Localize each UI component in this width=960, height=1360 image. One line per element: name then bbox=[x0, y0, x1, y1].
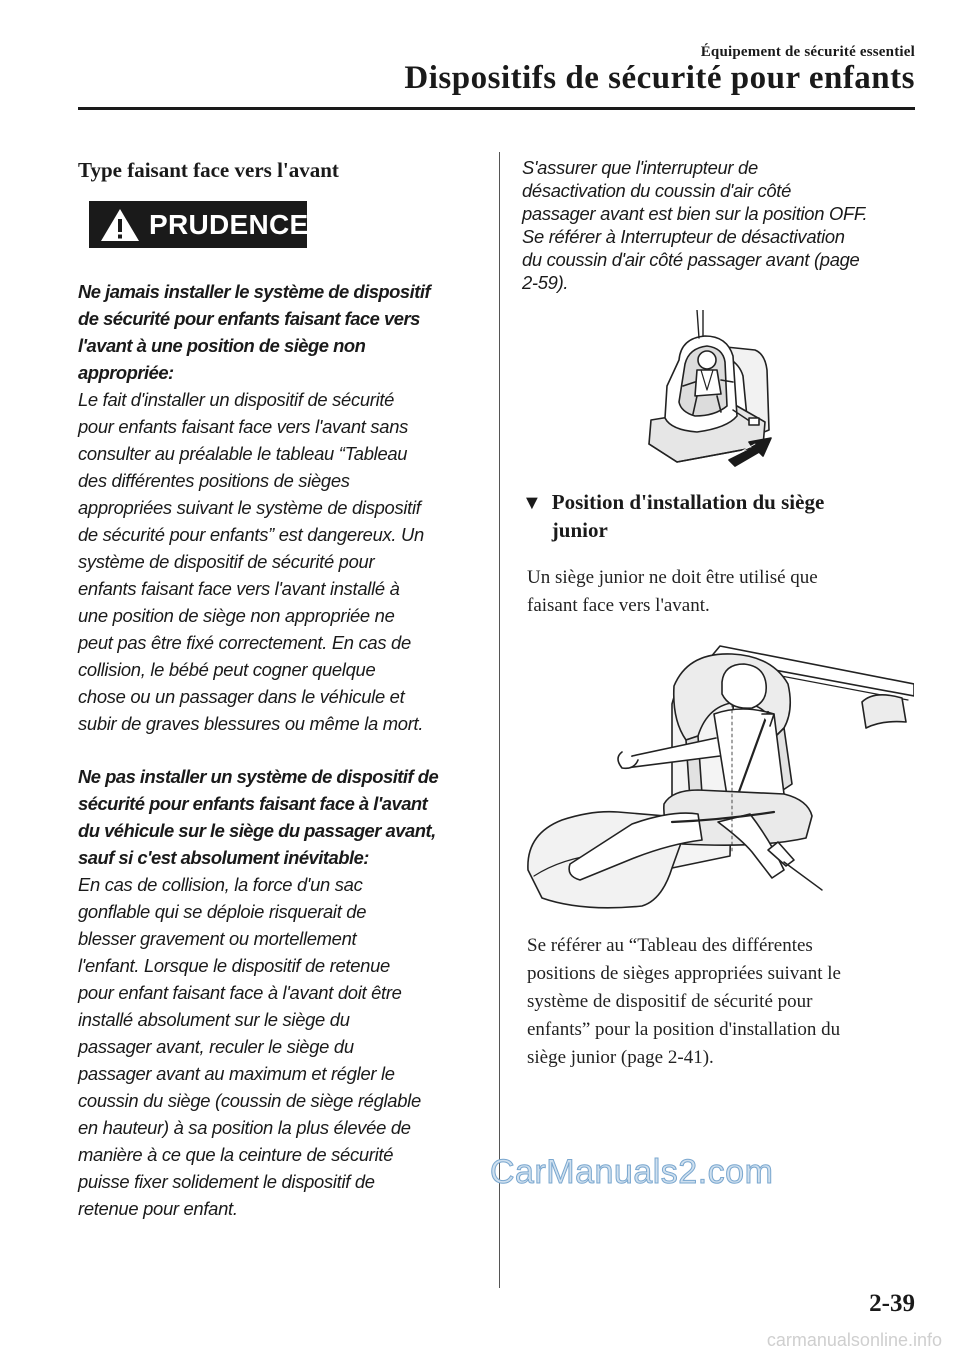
column-divider bbox=[499, 152, 500, 1288]
body-line: Se référer au “Tableau des différentes bbox=[527, 935, 813, 956]
warning-text-line: en hauteur) à sa position la plus élevée de bbox=[78, 1117, 411, 1138]
caution-label: PRUDENCE bbox=[149, 208, 309, 240]
warning-text-line: manière à ce que la ceinture de sécurité bbox=[78, 1144, 394, 1165]
warning-text-line: des différentes positions de sièges bbox=[78, 470, 350, 491]
warning-heading-line: du véhicule sur le siège du passager avant, bbox=[78, 820, 436, 841]
watermark: CarManuals2.com bbox=[490, 1153, 774, 1191]
warning-heading-line: de sécurité pour enfants faisant face vers bbox=[78, 308, 420, 329]
left-column bbox=[78, 158, 480, 1222]
body-line: enfants” pour la position d'installation du bbox=[527, 1019, 841, 1040]
warning-text-line: subir de graves blessures ou même la mort. bbox=[78, 713, 424, 734]
warning-text-line: passager avant au maximum et régler le bbox=[78, 1063, 395, 1084]
note-line: passager avant est bien sur la position OFF. bbox=[522, 203, 868, 224]
header-divider bbox=[78, 107, 915, 110]
warning-text-line: collision, le bébé peut cogner quelque bbox=[78, 659, 376, 680]
body-paragraph bbox=[527, 564, 922, 620]
warning-text-line: peut pas être fixé correctement. En cas de bbox=[78, 632, 411, 653]
warning-text-line: une position de siège non appropriée ne bbox=[78, 605, 395, 626]
footer-watermark: carmanualsonline.info bbox=[766, 1330, 942, 1350]
section-heading bbox=[522, 488, 922, 544]
warning-text-line: pour enfants faisant face vers l'avant sans bbox=[78, 416, 409, 437]
right-column bbox=[522, 158, 922, 1072]
note-line: du coussin d'air côté passager avant (page bbox=[522, 249, 860, 270]
warning-text-line: En cas de collision, la force d'un sac bbox=[78, 874, 363, 895]
warning-text-line: installé absolument sur le siège du bbox=[78, 1009, 350, 1030]
section-heading-line: Position d'installation du siège bbox=[551, 490, 825, 514]
forward-facing-seat-illustration bbox=[637, 310, 777, 472]
subheading: Type faisant face vers l'avant bbox=[78, 158, 339, 182]
warning-text-line: puisse fixer solidement le dispositif de bbox=[78, 1171, 375, 1192]
warning-text-line: passager avant, reculer le siège du bbox=[78, 1036, 354, 1057]
reference-paragraph bbox=[527, 932, 922, 1072]
warning-text-line: Le fait d'installer un dispositif de sécurité bbox=[78, 389, 395, 410]
warning-text-line: chose ou un passager dans le véhicule et bbox=[78, 686, 405, 707]
page-number: 2-39 bbox=[869, 1290, 915, 1317]
warning-text-line: enfants faisant face vers l'avant installé à bbox=[78, 578, 400, 599]
warning-heading-line: l'avant à une position de siège non bbox=[78, 335, 366, 356]
body-line: faisant face vers l'avant. bbox=[527, 595, 710, 616]
warning-block-2 bbox=[78, 763, 480, 1222]
warning-text-line: appropriées suivant le système de dispositif bbox=[78, 497, 421, 518]
note-line: Se référer à Interrupteur de désactivation bbox=[522, 226, 845, 247]
warning-text-line: consulter au préalable le tableau “Tableau bbox=[78, 443, 408, 464]
warning-text-line: pour enfant faisant face à l'avant doit être bbox=[78, 982, 402, 1003]
section-marker-icon: ▼ bbox=[522, 492, 542, 514]
warning-text-line: coussin du siège (coussin de siège réglable bbox=[78, 1090, 421, 1111]
warning-triangle-icon bbox=[99, 207, 141, 243]
warning-text-line: gonflable qui se déploie risquerait de bbox=[78, 901, 367, 922]
section-title: Équipement de sécurité essentiel bbox=[700, 44, 915, 60]
body-line: Un siège junior ne doit être utilisé que bbox=[527, 567, 818, 588]
airbag-note bbox=[522, 154, 922, 296]
warning-text-line: retenue pour enfant. bbox=[78, 1198, 238, 1219]
note-line: désactivation du coussin d'air côté bbox=[522, 180, 792, 201]
page-title: Dispositifs de sécurité pour enfants bbox=[404, 60, 915, 96]
body-line: système de dispositif de sécurité pour bbox=[527, 991, 813, 1012]
warning-text-line: système de dispositif de sécurité pour bbox=[78, 551, 375, 572]
warning-text-line: blesser gravement ou mortellement bbox=[78, 928, 357, 949]
warning-heading-line: sécurité pour enfants faisant face à l'avant bbox=[78, 793, 428, 814]
warning-text-line: l'enfant. Lorsque le dispositif de retenue bbox=[78, 955, 390, 976]
junior-seat-illustration bbox=[522, 644, 914, 922]
warning-text-line: de sécurité pour enfants” est dangereux. Un bbox=[78, 524, 424, 545]
body-line: siège junior (page 2-41). bbox=[527, 1047, 714, 1068]
warning-heading-line: sauf si c'est absolument inévitable: bbox=[78, 847, 369, 868]
note-line: S'assurer que l'interrupteur de bbox=[522, 157, 758, 178]
body-line: positions de sièges appropriées suivant le bbox=[527, 963, 841, 984]
caution-badge bbox=[89, 201, 307, 248]
warning-heading-line: Ne pas installer un système de dispositif de bbox=[78, 766, 439, 787]
warning-heading-line: appropriée: bbox=[78, 362, 174, 383]
warning-block-1 bbox=[78, 278, 480, 737]
note-line: 2-59). bbox=[522, 272, 569, 293]
section-heading-line: junior bbox=[551, 518, 608, 542]
warning-heading-line: Ne jamais installer le système de dispositif bbox=[78, 281, 431, 302]
